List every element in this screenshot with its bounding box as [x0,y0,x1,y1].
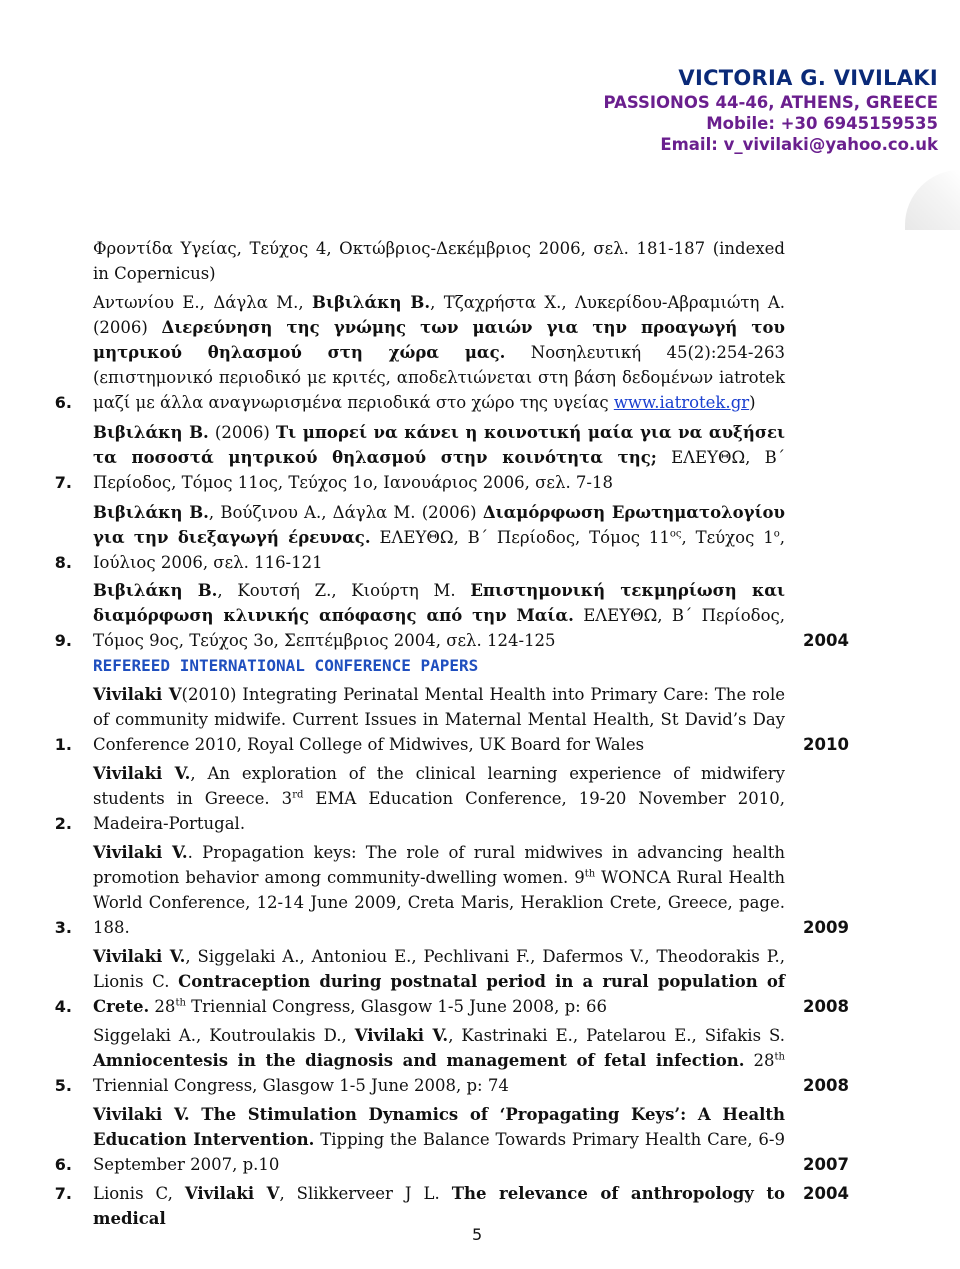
page-number: 5 [472,1225,483,1244]
authors-rest: , Κουτσή Ζ., Κιούρτη Μ. [217,581,471,600]
entry-number: 2. [54,814,72,833]
entry-number: 6. [54,393,72,412]
letterhead [604,64,939,155]
paper-title: The relevance of anthropology to medical [93,1184,786,1228]
highlighted-author: Vivilaki V. [93,764,191,783]
intl-entry-3 [93,840,785,940]
email: Email: v_vivilaki@yahoo.co.uk [660,135,938,154]
intl-entry-6 [93,1102,785,1177]
authors: Αντωνίου Ε., Δάγλα Μ., [93,293,313,312]
iatrotek-link[interactable] [614,393,749,412]
year-part: (2006) [208,423,276,442]
highlighted-author: Βιβιλάκη Β. [93,503,209,522]
entry-number: 4. [54,997,72,1016]
highlighted-author: Vivilaki V. [354,1026,449,1045]
entry-year: 2008 [803,997,849,1016]
continuation-body: Φροντίδα Υγείας, Τεύχος 4, Οκτώβριος-Δεκέμβριος 2006, σελ. 181-187 (indexed in Copernicus) [93,239,785,283]
paper-details: ΕΛΕΥΘΩ, Β΄ Περίοδος, Τόμος 11 [370,528,670,547]
greek-entry-7 [93,420,785,495]
entry-number: 7. [54,1184,72,1203]
paper-details: 28 [744,1051,775,1070]
intl-entry-2 [93,761,785,836]
entry-year: 2007 [803,1155,849,1174]
entry-number: 6. [54,1155,72,1174]
superscript: rd [292,789,304,801]
authors-rest: , Kastrinaki E., Patelarou E., Sifakis S. [448,1026,785,1045]
authors: Lionis C, [93,1184,185,1203]
paper-details: Νοσηλευτική 45(2):254-263 (επιστημονικό περιοδικό με κριτές, αποδελτιώνεται στη βάση δεδομένων iatrotek μαζί με άλλα αναγνωρισμένα περιοδικά στο χώρο της υγείας [93,343,785,412]
highlighted-author: Βιβιλάκη Β. [93,423,209,442]
paper-title: : A Health Education Intervention. [93,1105,786,1149]
entry-number: 5. [54,1076,72,1095]
intl-entry-5 [93,1023,785,1098]
highlighted-author: Vivilaki V. [93,1105,190,1124]
continuation-text [93,236,785,286]
highlighted-author: Vivilaki V [184,1184,280,1203]
paper-details: Triennial Congress, Glasgow 1-5 June 2008, p: 74 [93,1076,509,1095]
paper-title: Contraception during postnatal period in a rural population of Crete. [93,972,786,1016]
entry-year: 2004 [803,631,849,650]
paper-title-quoted: ‘Propagating Keys’ [499,1105,681,1124]
authors-rest: , Siggelaki A., Antoniou E., Pechlivani F., Dafermos V., Theodorakis P., Lionis C. [93,947,786,991]
authors: Siggelaki A., Koutroulakis D., [93,1026,355,1045]
greek-entry-9 [93,578,785,653]
paper-title: Επιστημονική τεκμηρίωση και διαμόρφωση κλινικής απόφασης από την Μαία. [93,581,785,625]
entry-year: 2004 [803,1184,849,1203]
details-end: ) [749,393,756,412]
entry-number: 9. [54,631,72,650]
paper-details: WONCA Rural Health World Conference, 12-14 June 2009, Creta Maris, Heraklion Crete, Greece, page. 188. [93,868,786,937]
highlighted-author: Vivilaki V [93,685,182,704]
paper-title: Τι μπορεί να κάνει η κοινοτική μαία για να αυξήσει τα ποσοστά μητρικού θηλασμού στην κοινότητα της; [93,423,786,467]
entry-year: 2009 [803,918,849,937]
intl-entry-1 [93,682,785,757]
link-gr[interactable]: gr [730,393,750,412]
page-fold-decoration [905,170,960,230]
entry-year: 2008 [803,1076,849,1095]
paper-details: EMA Education Conference, 19-20 November 2010, Madeira-Portugal. [93,789,786,833]
authors-rest: , Βούζινου Α., Δάγλα Μ. (2006) [208,503,483,522]
superscript: th [175,997,186,1009]
mobile: Mobile: +30 6945159535 [706,114,938,133]
superscript: th [774,1051,785,1063]
intl-entry-7 [93,1181,785,1231]
paper-details: , Τεύχος 1 [681,528,774,547]
paper-details: , An exploration of the clinical learning experience of midwifery students in Greece. 3 [93,764,785,808]
greek-entry-6 [93,290,785,415]
paper-title: Amniocentesis in the diagnosis and management of fetal infection. [93,1051,745,1070]
paper-details: . Propagation keys: The role of rural midwives in advancing health promotion behavior among community-dwelling women. 9 [93,843,785,887]
greek-entry-8 [93,500,785,575]
paper-details: Tipping the Balance Towards Primary Health Care, 6-9 September 2007, p.10 [93,1130,785,1174]
paper-details: 28 [149,997,176,1016]
paper-title: The Stimulation Dynamics of [189,1105,500,1124]
section-heading: REFEREED INTERNATIONAL CONFERENCE PAPERS [93,656,479,675]
author-name: VICTORIA G. VIVILAKI [678,66,938,90]
highlighted-author: Vivilaki V. [93,843,188,862]
highlighted-author: Βιβιλάκη Β. [312,293,431,312]
intl-entry-4 [93,944,785,1019]
paper-details: , Ιούλιος 2006, σελ. 116-121 [93,528,785,572]
superscript: ος [669,528,682,540]
superscript: th [584,868,596,880]
paper-details: ΕΛΕΥΘΩ, Β΄ Περίοδος, Τόμος 11ος, Τεύχος 1ο, Ιανουάριος 2006, σελ. 7-18 [93,448,786,492]
authors-rest: , Τζαχρήστα Χ., Λυκερίδου-Αβραμιώτη Α. (2006) [93,293,785,337]
paper-details: ΕΛΕΥΘΩ, Β΄ Περίοδος, Τόμος 9ος, Τεύχος 3ο, Σεπτέμβριος 2004, σελ. 124-125 [93,606,786,650]
highlighted-author: Vivilaki V. [93,947,186,966]
paper-title: Διαμόρφωση Ερωτηματολογίου για την διεξαγωγή έρευνας. [93,503,786,547]
entry-number: 8. [54,553,72,572]
address: PASSIONOS 44-46, ATHENS, GREECE [603,93,938,112]
entry-number: 3. [54,918,72,937]
authors-rest: , Slikkerveer J L. [279,1184,452,1203]
superscript: ο [773,528,780,540]
entry-year: 2010 [803,735,849,754]
link-www[interactable]: www.iatrotek. [613,393,731,412]
paper-details: Triennial Congress, Glasgow 1-5 June 2008, p: 66 [185,997,607,1016]
paper-title: Διερεύνηση της γνώμης των μαιών για την προαγωγή του μητρικού θηλασμού στη χώρα μας. [93,318,785,362]
entry-number: 7. [54,473,72,492]
highlighted-author: Βιβιλάκη Β. [93,581,218,600]
entry-number: 1. [54,735,72,754]
paper-details: (2010) Integrating Perinatal Mental Health into Primary Care: The role of community midwife. Current Issues in Maternal Mental Health, St David’s Day Conference 2010, Royal College of Midwives, UK Board for Wales [93,685,785,754]
